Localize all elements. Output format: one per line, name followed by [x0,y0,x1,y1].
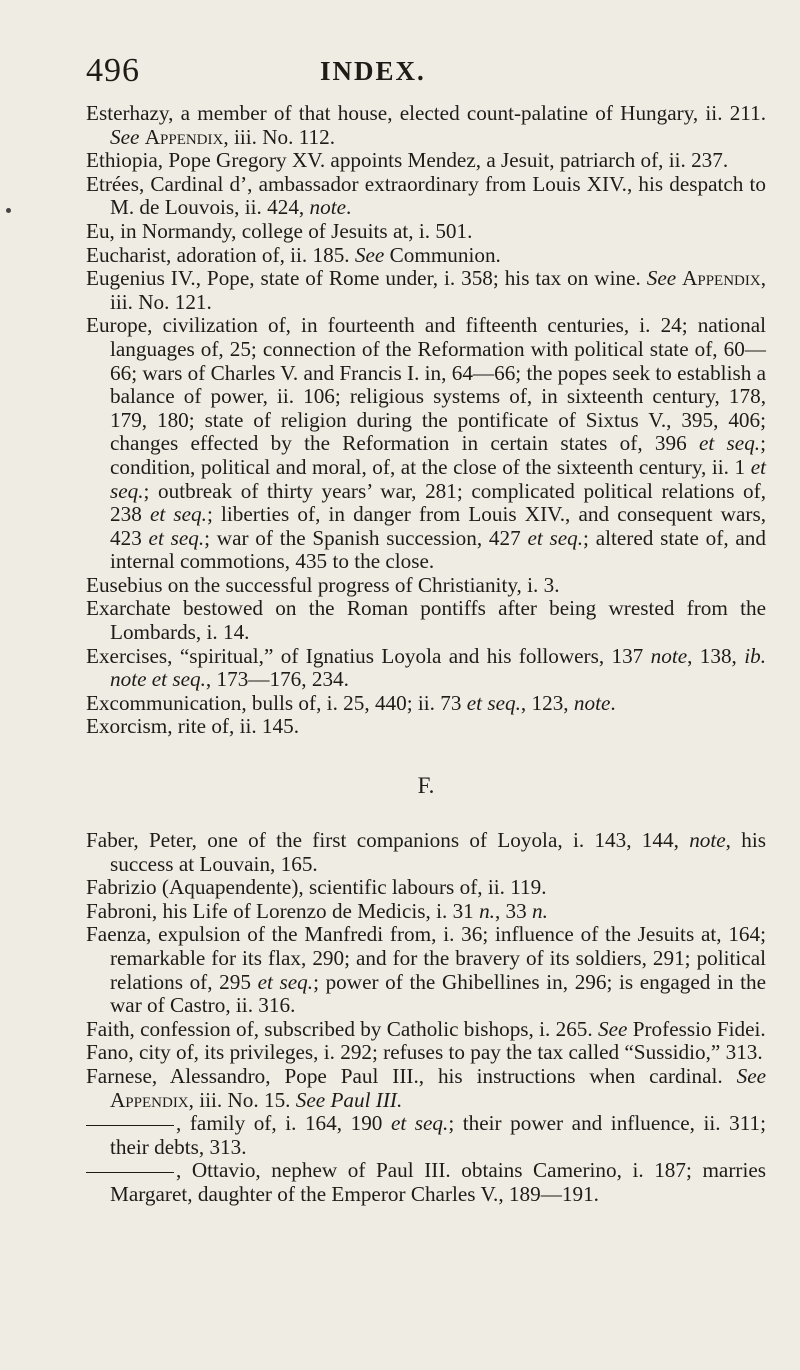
index-page [86,102,766,1207]
entries-e [86,102,766,739]
index-entry: Ethiopia, Pope Gregory XV. appoints Mendez, a Jesuit, patriarch of, ii. 237. [86,148,729,173]
index-entry: Farnese, Alessandro, Pope Paul III., his instructions when cardinal. See Appendix, iii. No. 15. See Paul III. [86,1063,766,1112]
index-entry: Exorcism, rite of, ii. 145. [86,714,300,739]
ditto-rule [86,1125,174,1126]
index-entry: Eusebius on the successful progress of Christianity, i. 3. [86,572,560,597]
index-entry: Eucharist, adoration of, ii. 185. See Communion. [86,242,501,267]
page-number: 496 [86,52,140,89]
ditto-rule [86,1172,174,1173]
index-entry: Faber, Peter, one of the first companions of Loyola, i. 143, 144, note, his success at Louvain, 165. [86,828,766,876]
index-entry: Exarchate bestowed on the Roman pontiffs after being wrested from the Lombards, i. 14. [86,596,766,645]
index-entry: Fano, city of, its privileges, i. 292; refuses to pay the tax called “Sussidio,” 313. [86,1040,763,1065]
index-entry: Faith, confession of, subscribed by Catholic bishops, i. 265. See Professio Fidei. [86,1016,766,1041]
page-header [86,52,766,92]
index-entry: Fabroni, his Life of Lorenzo de Medicis, i. 31 n., 33 n. [86,898,548,923]
running-title: INDEX. [320,56,426,86]
index-entry: Eu, in Normandy, college of Jesuits at, i. 501. [86,218,473,243]
index-entry: Fabrizio (Aquapendente), scientific labours of, ii. 119. [86,875,547,900]
index-entry: Excommunication, bulls of, i. 25, 440; ii. 73 et seq., 123, note. [86,690,616,715]
index-entry: Esterhazy, a member of that house, elected count-palatine of Hungary, ii. 211. See Appendix, iii. No. 112. [86,101,766,149]
index-entry: , family of, i. 164, 190 et seq.; their power and influence, ii. 311; their debts, 313. [86,1112,766,1159]
index-entry: , Ottavio, nephew of Paul III. obtains Camerino, i. 187; marries Margaret, daughter of the Emperor Charles V., 189—191. [86,1159,766,1206]
index-entry: Faenza, expulsion of the Manfredi from, i. 36; influence of the Jesuits at, 164; remarkable for its flax, 290; and for the bravery of its soldiers, 291; political relations of, 295 et seq.; power of the Ghibellines in, 296; is engaged in the war of Castro, ii. 316. [86,922,766,1018]
index-entry: Exercises, “spiritual,” of Ignatius Loyola and his followers, 137 note, 138, ib. note et seq., 173—176, 234. [86,643,766,692]
paper-speck [6,208,11,213]
index-entry: Eugenius IV., Pope, state of Rome under, i. 358; his tax on wine. See Appendix, iii. No. 121. [86,266,767,314]
index-entry: Etrées, Cardinal d’, ambassador extraordinary from Louis XIV., his despatch to M. de Louvois, ii. 424, note. [86,171,766,220]
entries-f [86,829,766,1207]
section-letter-f: F. [417,773,435,799]
index-entry: Europe, civilization of, in fourteenth and fifteenth centuries, i. 24; national languages of, 25; connection of the Reformation with political state of, 60—66; wars of Charles V. and Francis I. in, 64—66; the popes seek to establish a balance of power, ii. 106; religious systems of, in sixteenth century, 178, 179, 180; state of religion during the pontificate of Sixtus V., 395, 406; changes effected by the Reformation in certain states of, 396 et seq.; condition, political and moral, of, at the close of the sixteenth century, ii. 1 et seq.; outbreak of thirty years’ war, 281; complicated political relations of, 238 et seq.; liberties of, in danger from Louis XIV., and consequent wars, 423 et seq.; war of the Spanish succession, 427 et seq.; altered state of, and internal commotions, 435 to the close. [86,313,766,574]
